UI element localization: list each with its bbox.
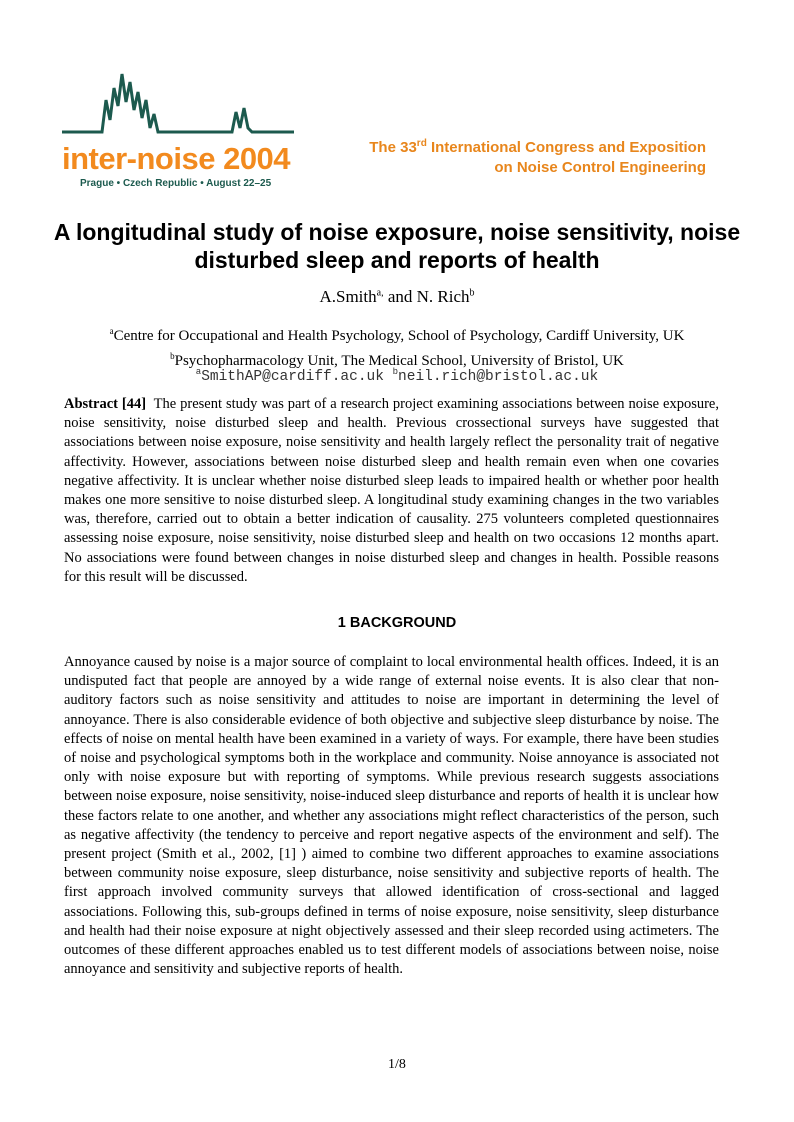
authors: A.Smith$^{a,}$ and N. Rich$^b$ <box>319 287 475 306</box>
congress-line-1: The 33rd International Congress and Exposition <box>369 138 706 156</box>
logo-wordmark: inter-noise 2004 <box>62 141 291 176</box>
abstract-label: Abstract [44] <box>64 396 147 412</box>
paper-title: A longitudinal study of noise exposure, noise sensitivity, noise disturbed sleep and reports of health <box>53 219 741 273</box>
congress-header <box>369 134 706 178</box>
conference-logo <box>62 70 294 192</box>
email-a[interactable]: SmithAP@cardiff.ac.uk <box>201 368 384 385</box>
congress-line-2: on Noise Control Engineering <box>494 159 706 176</box>
abstract <box>64 395 719 587</box>
affiliations <box>0 321 794 371</box>
logo-tagline: Prague • Czech Republic • August 22–25 <box>80 178 272 189</box>
email-b[interactable]: neil.rich@bristol.ac.uk <box>398 368 599 385</box>
author-emails: $^a$SmithAP@cardiff.ac.uk $^b$neil.rich@bristol.ac.uk <box>195 367 599 385</box>
sound-wave-icon <box>62 70 294 150</box>
body-paragraph: Annoyance caused by noise is a major source of complaint to local environmental health offices. Indeed, it is an undisputed fact that people are annoyed by a wide range of external noise events. It is also clear that non-auditory factors such as noise sensitivity and attitudes to noise are important in determining the level of annoyance. There is also considerable evidence of both objective and subjective sleep disturbance by noise. The effects of noise on mental health have been examined in a variety of ways. For example, there have been studies of noise and psychological symptoms both in the workplace and community. Noise annoyance is associated not only with noise exposure but with reporting of symptoms. While previous research suggests associations between noise exposure, noise sensitivity, noise-induced sleep disturbance and reports of health it is unclear how these factors relate to one another, and whether any associations might reflect characteristics of the person, such as negative affectivity (the tendency to perceive and report negative aspects of the environment and self). The present project (Smith et al., 2002, [1] ) aimed to combine two different approaches to examine associations between community noise exposure, sleep disturbance, noise sensitivity and subjective reports of health. The first approach involved community surveys that allowed identification of cross-sectional and lagged associations. Following this, sub-groups defined in terms of noise exposure, noise sensitivity, sleep disturbance and health had their noise exposure at night objectively assessed and their sleep recorded using actimeters. The outcomes of these different approaches enabled us to test different models of associations between noise, noise annoyance and sensitivity and subjective reports of health. <box>64 654 719 978</box>
affiliation-a: $^a$Centre for Occupational and Health Psychology, School of Psychology, Cardiff University, UK <box>109 326 685 344</box>
page-number: 1/8 <box>388 1057 406 1072</box>
abstract-text: The present study was part of a research project examining associations between noise exposure, noise sensitivity, noise disturbed sleep and health. Previous crossectional surveys have suggested that associations between noise exposure, noise sensitivity and health largely reflect the personality trait of negative affectivity. However, associations between noise disturbed sleep and health remain even when one covaries negative affectivity. It is unclear whether noise disturbed sleep leads to impaired health or whether poor health makes one more sensitive to noise disturbed sleep. A longitudinal study examining changes in the two variables was, therefore, carried out to obtain a better indication of causality. 275 volunteers completed questionnaires assessing noise exposure, noise sensitivity, noise disturbed sleep and health on two occasions 12 months apart. No associations were found between changes in noise disturbed sleep and changes in health. Possible reasons for this result will be discussed. <box>64 396 719 585</box>
affiliation-b: $^b$Psychopharmacology Unit, The Medical School, University of Bristol, UK <box>170 351 624 369</box>
section-heading: 1 BACKGROUND <box>337 615 457 631</box>
